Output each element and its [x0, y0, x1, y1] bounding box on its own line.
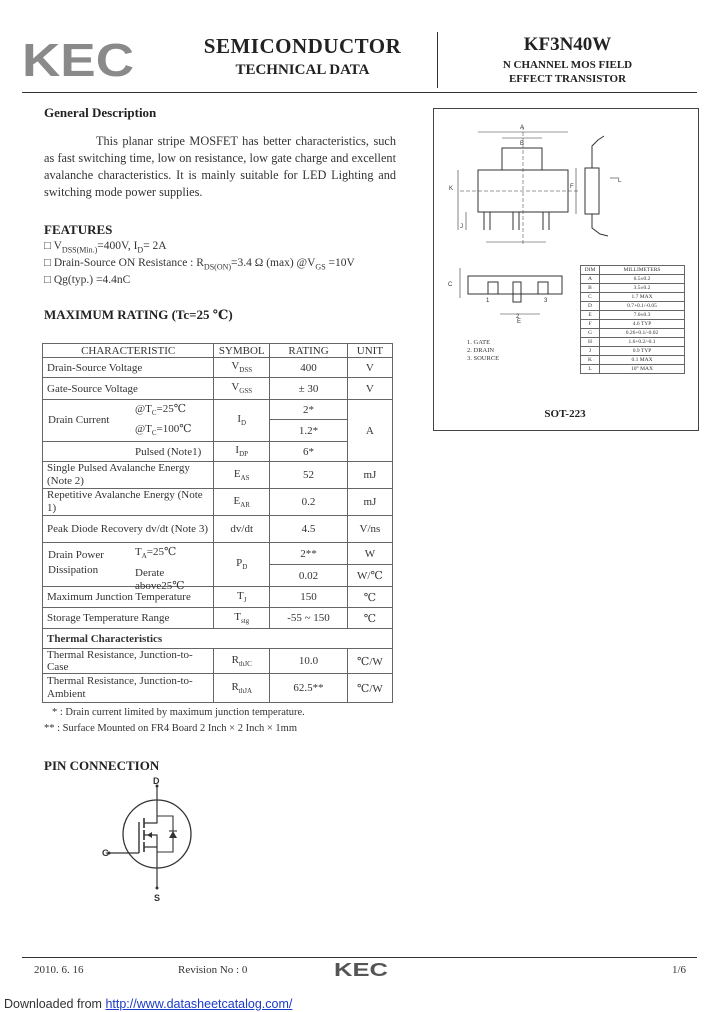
svg-text:K: K	[449, 186, 454, 192]
table-row: Thermal Characteristics	[43, 629, 393, 649]
table-row: Drain Power Dissipation $T_A=25℃$ Derate above25℃ $P_D$ 2** W	[43, 543, 393, 565]
header-rule	[22, 92, 697, 93]
part-number: KF3N40W	[523, 34, 612, 55]
part-desc-line2: EFFECT TRANSISTOR	[508, 73, 627, 85]
table-header-row	[43, 344, 393, 358]
download-link[interactable]: http://www.datasheetcatalog.com/	[105, 997, 293, 1011]
note-1: * : Drain current limited by maximum junction temperature.	[52, 707, 305, 718]
dim-row: G 0.26+0.1/-0.02	[581, 329, 685, 338]
max-rating-table	[42, 343, 393, 703]
dim-row: H 1.6+0.2/-0.1	[581, 338, 685, 347]
svg-text:J: J	[460, 224, 463, 230]
footer-kec-logo	[334, 961, 390, 978]
pin-connection-heading: PIN CONNECTION	[44, 758, 160, 773]
download-prefix: Downloaded from	[4, 997, 106, 1011]
features-heading: FEATURES	[44, 222, 113, 237]
col-characteristic: CHARACTERISTIC	[43, 344, 214, 358]
footer-revision: Revision No : 0	[178, 964, 248, 976]
col-unit: UNIT	[347, 344, 392, 358]
package-name: SOT-223	[544, 408, 586, 420]
svg-text:B: B	[520, 141, 525, 147]
dim-row: B 3.5±0.2	[581, 284, 685, 293]
svg-text:L: L	[618, 178, 622, 184]
table-row: Single Pulsed Avalanche Energy (Note 2) $E_{AS}$ 52 mJ	[43, 462, 393, 489]
svg-text:F: F	[570, 184, 574, 190]
col-symbol: SYMBOL	[214, 344, 270, 358]
footer-date: 2010. 6. 16	[34, 964, 84, 976]
note-2: ** : Surface Mounted on FR4 Board 2 Inch × 2 Inch × 1mm	[44, 723, 298, 734]
header-divider	[437, 32, 438, 88]
feature-qg: □ Qg(typ.) =4.4nC	[44, 274, 131, 286]
dim-row: L 10° MAX	[581, 365, 685, 374]
svg-text:C: C	[448, 282, 453, 288]
dim-row: K 0.1 MAX	[581, 356, 685, 365]
package-pin1: 1. GATE	[467, 339, 491, 346]
pin-s-label: S	[154, 893, 161, 903]
svg-text:E: E	[517, 319, 522, 325]
dim-row: D 0.7+0.1/-0.05	[581, 302, 685, 311]
table-row: Pulsed (Note1) $I_{DP}$ 6*	[43, 442, 393, 462]
table-row: Drain-Source Voltage $V_{DSS}$ 400 V	[43, 358, 393, 378]
feature-vdss: □ $V_{DSS(Min.)}=400V$, $I_D= 2A$	[44, 240, 167, 255]
svg-text:2: 2	[516, 314, 520, 320]
table-row: 1.2*	[43, 420, 393, 442]
table-row: Peak Diode Recovery dv/dt (Note 3) dv/dt 4.5 V/ns	[43, 516, 393, 543]
dim-row: F 4.6 TYP	[581, 320, 685, 329]
table-row: Thermal Resistance, Junction-to-Case $R_{thJC}$ 10.0 ℃/W	[43, 649, 393, 674]
table-row: Repetitive Avalanche Energy (Note 1) $E_{AR}$ 0.2 mJ	[43, 489, 393, 516]
max-rating-heading: MAXIMUM RATING (Tc=25 ℃)	[44, 307, 233, 322]
package-pin2: 2. DRAIN	[467, 347, 495, 354]
svg-text:3: 3	[544, 298, 548, 304]
kec-logo	[22, 40, 134, 80]
part-description	[445, 58, 690, 86]
svg-text:1: 1	[486, 298, 490, 304]
feature-rdson: □ Drain-Source ON Resistance : $R_{DS(ON)}=3.4$ Ω (max) $@V_{GS} =10V$	[44, 257, 355, 272]
table-row: Gate-Source Voltage $V_{GSS}$ ± 30 V	[43, 378, 393, 400]
header-title: SEMICONDUCTOR	[203, 34, 402, 58]
dim-row: A 6.5±0.2	[581, 275, 685, 284]
table-row: Maximum Junction Temperature $T_J$ 150 ℃	[43, 587, 393, 608]
dim-row: E 7.0±0.3	[581, 311, 685, 320]
table-row: 0.02 W/℃	[43, 565, 393, 587]
table-row: Thermal Resistance, Junction-to-Ambient $R_{thJA}$ 62.5** ℃/W	[43, 674, 393, 703]
dim-row: C 1.7 MAX	[581, 293, 685, 302]
dim-row: J 0.9 TYP	[581, 347, 685, 356]
part-desc-line1: N CHANNEL MOS FIELD	[502, 59, 633, 71]
dim-header-row: DIM MILLIMETERS	[581, 266, 685, 275]
mosfet-symbol	[95, 776, 205, 906]
download-line	[4, 997, 292, 1011]
table-row: Storage Temperature Range $T_{stg}$ -55 ~ 150 ℃	[43, 608, 393, 629]
package-pin-list	[467, 339, 499, 363]
col-rating: RATING	[270, 344, 348, 358]
pin-g-label: G	[102, 848, 110, 858]
kec-logo-text: KEC	[22, 40, 134, 80]
footer-rule	[22, 957, 697, 958]
header-subtitle: TECHNICAL DATA	[235, 62, 370, 78]
dimension-table	[580, 265, 685, 374]
general-heading: General Description	[44, 105, 157, 120]
table-row: Drain Current $@T_C=25℃$ $@T_C=100℃$ $I_D$ 2* A	[43, 400, 393, 420]
general-text: This planar stripe MOSFET has better characteristics, such as fast switching time, low on resistance, low gate charge and excellent avalanche characteristics. It is mainly suitable for LED Lighting and switching mode power supplies.	[44, 134, 396, 199]
footer-logo-text: KEC	[334, 961, 388, 978]
pin-d-label: D	[153, 776, 160, 786]
package-pin3: 3. SOURCE	[467, 355, 500, 362]
footer-page: 1/6	[672, 964, 687, 976]
svg-text:A: A	[520, 125, 525, 131]
